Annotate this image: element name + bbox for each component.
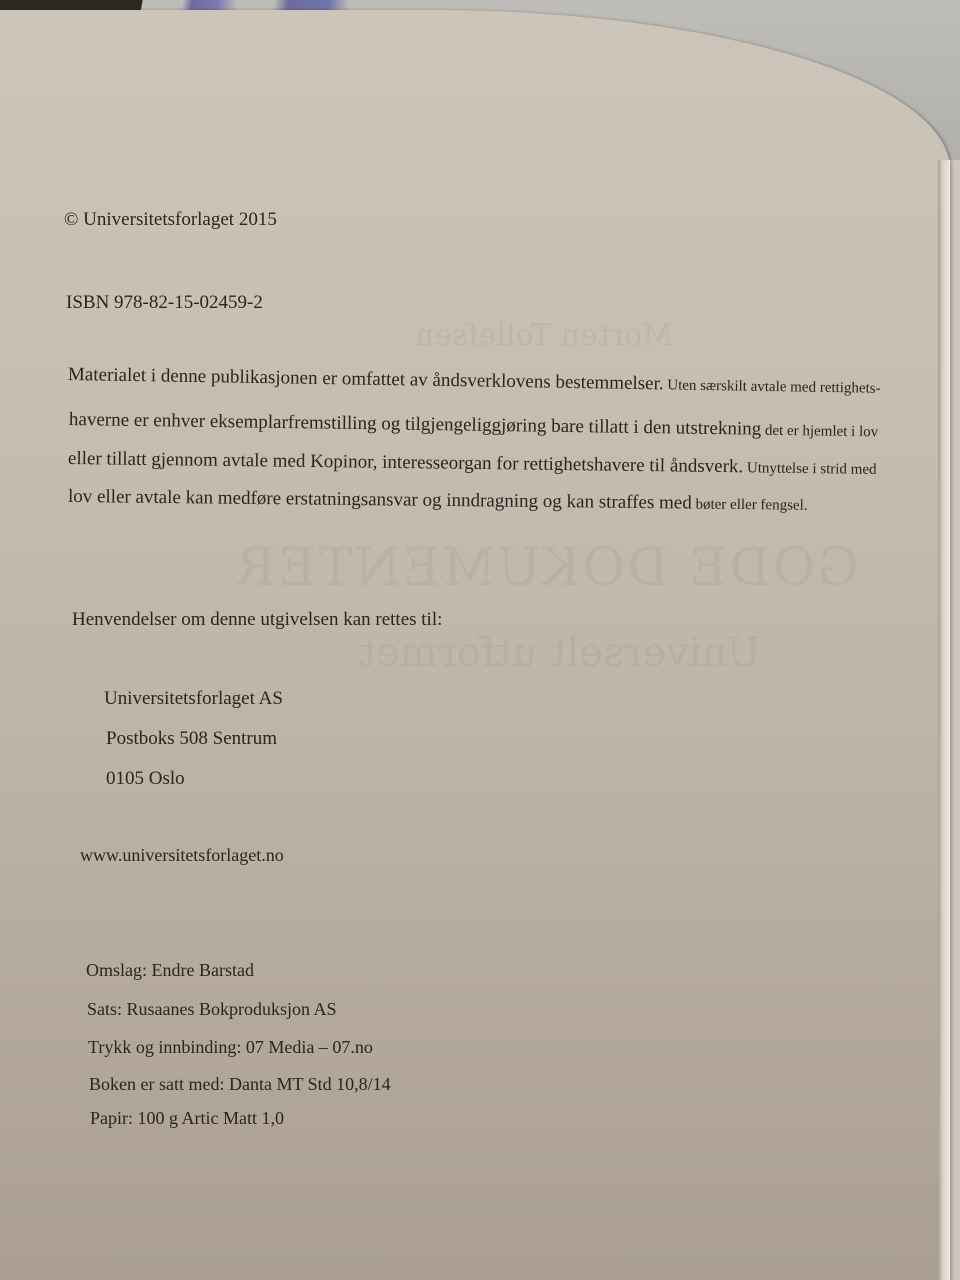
credit-cover: Omslag: Endre Barstad xyxy=(86,960,254,980)
isbn-line: ISBN 978-82-15-02459-2 xyxy=(66,292,263,313)
show-through-author: Morten Tollefsen xyxy=(415,318,674,353)
legal-line-main: Materialet i denne publikasjonen er omfattet av åndsverklovens bestemmelser. xyxy=(67,364,664,395)
credit-typesetting: Sats: Rusaanes Bokproduksjon AS xyxy=(87,999,337,1019)
credit-paper: Papir: 100 g Artic Matt 1,0 xyxy=(90,1108,284,1128)
legal-line xyxy=(68,487,808,514)
address-line-city: 0105 Oslo xyxy=(106,768,185,789)
credit-printing: Trykk og innbinding: 07 Media – 07.no xyxy=(88,1037,373,1057)
copyright-line: © Universitetsforlaget 2015 xyxy=(64,209,277,230)
address-line-postbox: Postboks 508 Sentrum xyxy=(106,728,278,749)
legal-line-tail: det er hjemlet i lov xyxy=(761,422,879,441)
legal-line-main: haverne er enhver eksemplarfremstilling og tilgjengeliggjøring bare tillatt i den utstrekning xyxy=(68,409,762,440)
credit-typeface: Boken er satt med: Danta MT Std 10,8/14 xyxy=(89,1074,391,1094)
website-link: www.universitetsforlaget.no xyxy=(80,845,284,865)
legal-line-tail: bøter eller fengsel. xyxy=(691,496,808,514)
address-line-company: Universitetsforlaget AS xyxy=(104,688,283,709)
legal-line xyxy=(69,410,878,440)
legal-line xyxy=(68,449,877,478)
book-page xyxy=(0,10,950,1280)
contact-intro: Henvendelser om denne utgivelsen kan rettes til: xyxy=(72,609,443,630)
legal-line xyxy=(68,365,881,397)
show-through-subtitle: Universelt utformet xyxy=(360,630,761,676)
legal-line-tail: Uten særskilt avtale med rettighets- xyxy=(663,377,881,397)
legal-line-tail: Utnyttelse i strid med xyxy=(743,460,877,478)
show-through-title: GODE DOKUMENTER xyxy=(235,538,859,598)
legal-line-main: eller tillatt gjennom avtale med Kopinor, interesseorgan for rettighetshavere til åndsverk. xyxy=(67,448,744,478)
page-edge xyxy=(938,160,950,1280)
legal-line-main: lov eller avtale kan medføre erstatningsansvar og inndragning og kan straffes med xyxy=(67,486,692,514)
